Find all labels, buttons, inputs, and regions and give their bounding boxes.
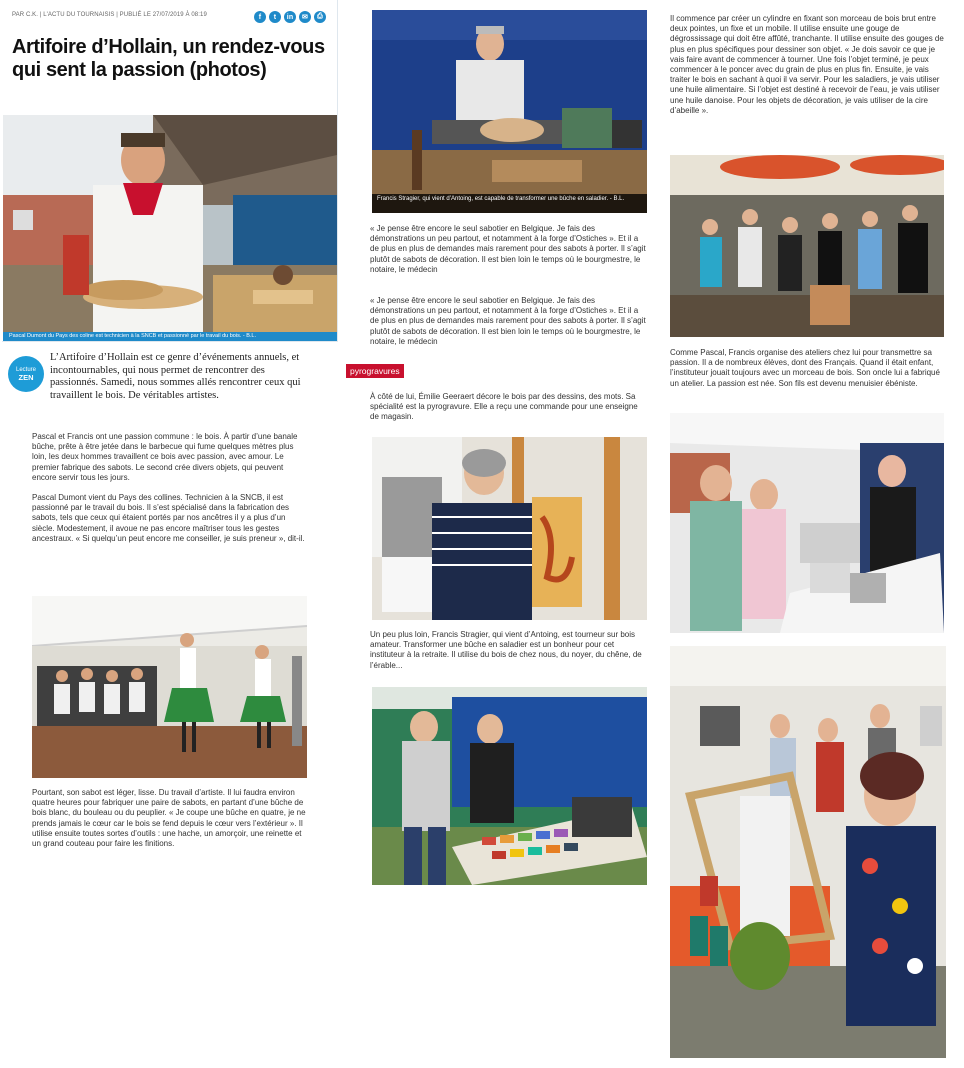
article-body-col2 — [370, 392, 648, 433]
article-body-col1-cont — [32, 788, 308, 859]
photo-folk-dancers[interactable] — [32, 596, 307, 778]
photo-caption: Francis Stragier, qui vient d’Antoing, est capable de transformer une bûche en saladier. - B.L. — [372, 194, 647, 213]
photo-color-samples[interactable] — [372, 687, 647, 885]
facebook-share-icon[interactable]: f — [254, 11, 266, 23]
article-lead: L’Artifoire d’Hollain est ce genre d’événements annuels, et incontournables, qui nous permet de rencontrer des passionnés. Samedi, nous sommes allés rencontrer ceux qui travaillent le bois. De véritables artistes. — [50, 352, 301, 401]
photo-clog-maker[interactable] — [3, 115, 337, 341]
share-buttons — [254, 11, 326, 23]
linkedin-share-icon[interactable]: in — [284, 11, 296, 23]
photo-wood-turner[interactable] — [372, 10, 647, 213]
paragraph: Pascal et Francis ont une passion commune : le bois. À partir d’une banale bûche, prête à être jetée dans le barbecue qui fume quelques mètres plus loin, les deux hommes travaillent ce bois avec passion, avec amour. Le premier fabrique des sabots. Le second crée divers objets, qui peuvent encore servir tous les jours. — [32, 432, 298, 482]
section-tag[interactable]: pyrogravures — [346, 364, 404, 378]
byline: PAR C.K. | L'ACTU DU TOURNAISIS | PUBLIÉ LE 27/07/2019 À 08:19 — [12, 12, 207, 18]
paragraph: Pascal Dumont vient du Pays des collines. Technicien à la SNCB, il est passionné par le travail du bois. Il s’est spécialisé dans la fabrication des sabots, tels que ceux qui étaient portés par nos ancêtres il y a plus d’un siècle. Modestement, il avoue ne pas encore maîtriser tous les gestes ancestraux. « Si quelqu’un peut encore me conseiller, je suis preneur », dit-il. — [32, 493, 305, 543]
article-body-col3-cont — [670, 348, 948, 399]
paragraph: Il commence par créer un cylindre en fixant son morceau de bois brut entre deux pointes, un fixe et un mobile. Il utilise ensuite une gouge de dégrossissage qui doit être affûté, tranchante. Il utilise ensuite des gouges de plus en plus spécifiques pour dessiner son objet. « Je dois savoir ce que je vais faire avant de commencer à tourner. Une fois l’objet terminé, je peux commencer à le poncer avec du grain de plus en plus fin. Ensuite, je vais traiter le bois en sachant à quoi il va servir. Pour les saladiers, je vais utiliser une huile alimentaire. Si l’objet est destiné à recevoir de l’eau, je vais utiliser une huile danoise. Pour les objets de décoration, je vais utiliser de la cire d’abeille ». — [670, 14, 944, 115]
photo-caption: Pascal Dumont du Pays des coline est technicien à la SNCB et passionné par le travail du bois. - B.L. — [3, 332, 337, 341]
photo-audience[interactable] — [670, 155, 944, 337]
photo-weaving[interactable] — [670, 646, 946, 1058]
photo-market-stall[interactable] — [670, 413, 944, 633]
paragraph: À côté de lui, Émilie Geeraert décore le bois par des dessins, des mots. Sa spécialité est la pyrogravure. Elle a reçu une commande pour une enseigne de magasin. — [370, 392, 638, 422]
reading-mode-badge[interactable]: Lecture ZEN — [8, 356, 44, 392]
byline-bar — [2, 2, 336, 28]
twitter-share-icon[interactable]: t — [269, 11, 281, 23]
quote-block: « Je pense être encore le seul sabotier en Belgique. Je fais des démonstrations un peu partout, et notamment à la forge d’Ostiches ». Et il a de plus en plus de demandes mais rarement pour des sabots à porter. Il s’agit plutôt de sabots de décoration. Il est bien loin le temps où le bourgmestre, le notaire, le médecin — [370, 224, 646, 274]
quote-block: « Je pense être encore le seul sabotier en Belgique. Je fais des démonstrations un peu partout, et notamment à la forge d’Ostiches ». Et il a de plus en plus de demandes mais rarement pour des sabots à porter. Il s’agit plutôt de sabots de décoration. Il est bien loin le temps où le bourgmestre, le notaire, le médecin — [370, 296, 646, 346]
article-body-col1 — [32, 432, 308, 554]
article-body-col3 — [670, 14, 948, 126]
paragraph: Comme Pascal, Francis organise des ateliers chez lui pour transmettre sa passion. Il a de nombreux élèves, dont des Français. Quand il était enfant, l’instituteur jouait toujours avec un morceau de bois. Son oncle lui a fabriqué un atelier. La passion est née. Son fils est devenu menuisier ébéniste. — [670, 348, 940, 388]
print-icon[interactable]: ⎙ — [314, 11, 326, 23]
article-title: Artifoire d’Hollain, un rendez-vous qui sent la passion (photos) — [12, 36, 325, 81]
article-body-col2-cont — [370, 630, 648, 681]
paragraph: Pourtant, son sabot est léger, lisse. Du travail d’artiste. Il lui faudra environ quatre heures pour fabriquer une paire de sabots, en partant d’une bûche de bois blanc, du bouleau ou du peuplier. « Je coupe une bûche en quatre, je ne prends jamais le cœur car le bois se fend depuis le cœur vers l’extérieur ». Il utilise ensuite toutes sortes d’outils : une hache, un amorçoir, une reinette et un grand couteau pour faire les finitions. — [32, 788, 306, 849]
photo-pyrography[interactable] — [372, 437, 647, 620]
email-share-icon[interactable]: ✉ — [299, 11, 311, 23]
paragraph: Un peu plus loin, Francis Stragier, qui vient d’Antoing, est tourneur sur bois amateur. Transformer une bûche en saladier est un bonheur pour cet instituteur à la retraite. Il utilise du bois de chez nous, du noyer, du chêne, de l’érable... — [370, 630, 642, 670]
